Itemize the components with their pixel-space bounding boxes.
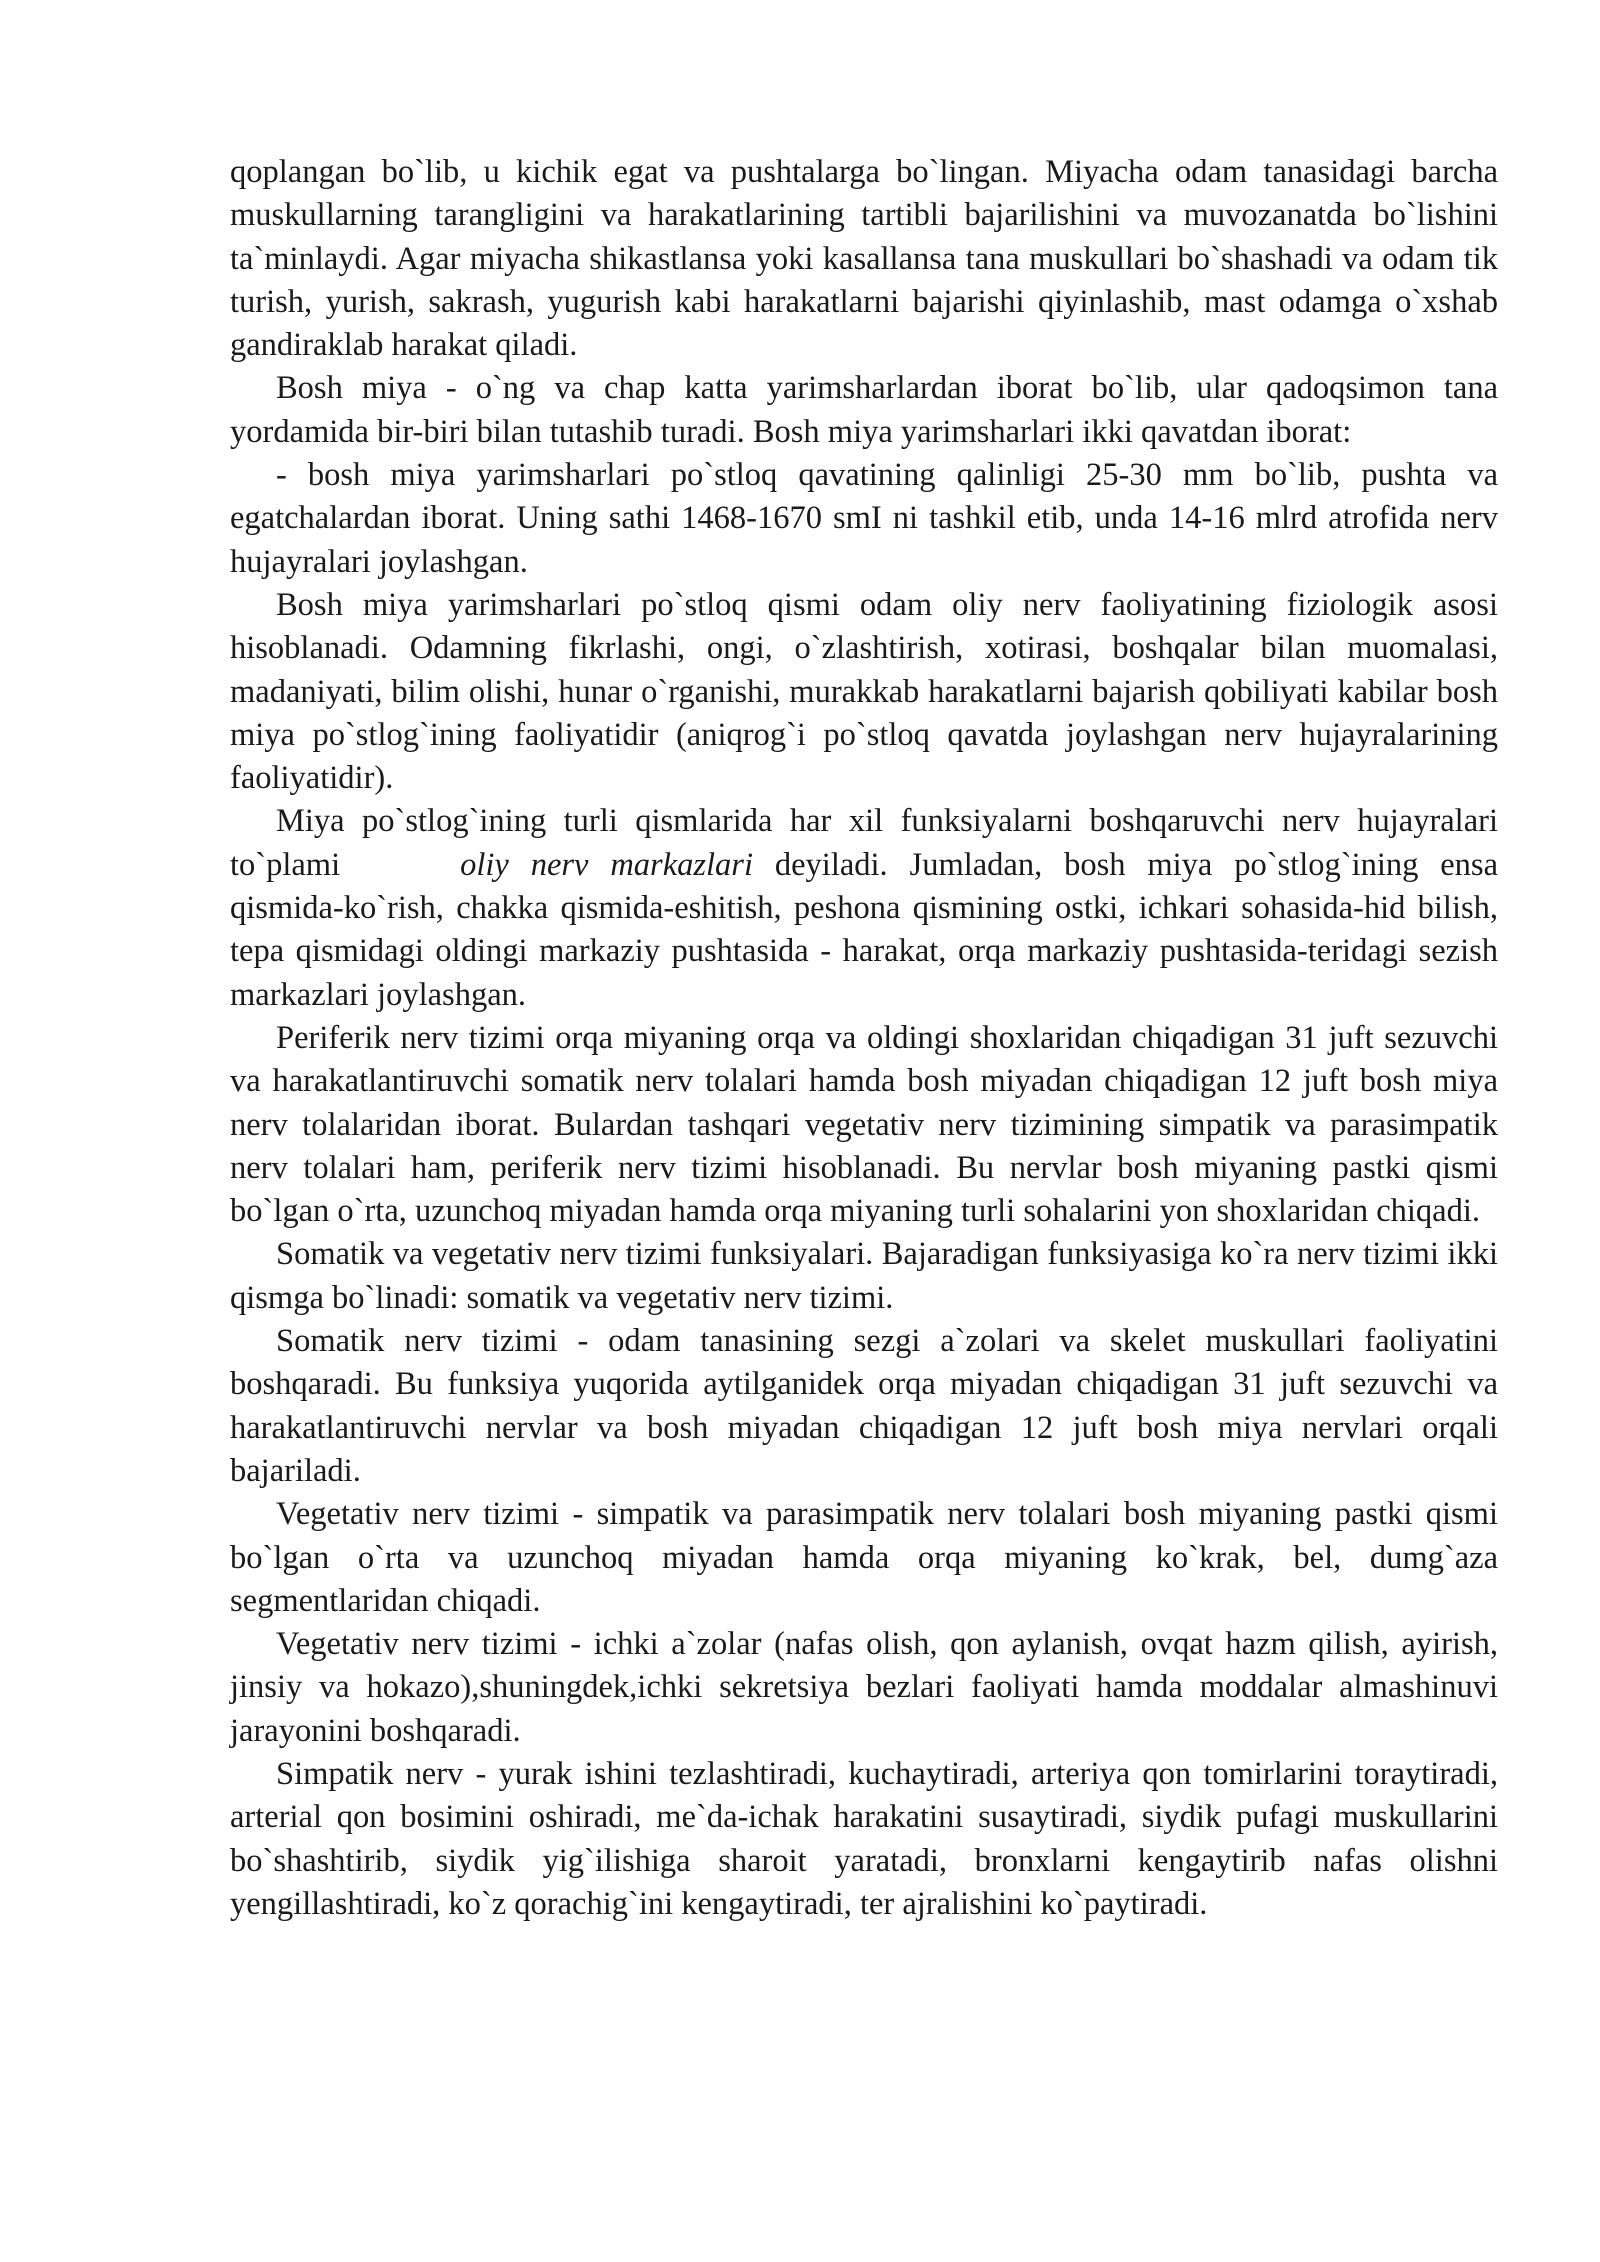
paragraph-7: Somatik va vegetativ nerv tizimi funksiyalari. Bajaradigan funksiyasiga ko`ra nerv tizimi ikki qismga bo`linadi: somatik va vegetativ nerv tizimi. [230, 1236, 1498, 1316]
paragraph-9: Vegetativ nerv tizimi - simpatik va parasimpatik nerv tolalari bosh miyaning pastki qismi bo`lgan o`rta va uzunchoq miyadan hamda orqa miyaning ko`krak, bel, dumg`aza segmentlaridan chiqadi. [230, 1496, 1498, 1619]
document-page [230, 151, 1498, 1926]
paragraph-2: Bosh miya - o`ng va chap katta yarimsharlardan iborat bo`lib, ular qadoqsimon tana yordamida bir-biri bilan tutashib turadi. Bosh miya yarimsharlari ikki qavatdan iborat: [230, 370, 1498, 450]
paragraph-10: Vegetativ nerv tizimi - ichki a`zolar (nafas olish, qon aylanish, ovqat hazm qilish, ayirish, jinsiy va hokazo),shuningdek,ichki sekretsiya bezlari faoliyati hamda moddalar almashinuvi jarayonini boshqaradi. [230, 1626, 1498, 1749]
paragraph-5-italic-term: oliy nerv markazlari [460, 846, 753, 883]
paragraph-5 [230, 800, 1498, 1016]
paragraph-5-text-after: deyiladi. Jumladan, bosh miya po`stlog`ining ensa qismida-ko`rish, chakka qismida-eshitish, peshona qismining ostki, ichkari sohasida-hid bilish, tepa qismidagi oldingi markaziy pushtasida - harakat, orqa markaziy pushtasida-teridagi sezish markazlari joylashgan. [230, 846, 1498, 1013]
paragraph-1: qoplangan bo`lib, u kichik egat va pushtalarga bo`lingan. Miyacha odam tanasidagi barcha muskullarning tarangligini va harakatlarining tartibli bajarilishini va muvozanatda bo`lishini ta`minlaydi. Agar miyacha shikastlansa yoki kasallansa tana muskullari bo`shashadi va odam tik turish, yurish, sakrash, yugurish kabi harakatlarni bajarishi qiyinlashib, mast odamga o`xshab gandiraklab harakat qiladi. [230, 154, 1498, 364]
paragraph-5-text-before: Miya po`stlog`ining turli qismlarida har xil funksiyalarni boshqaruvchi nerv hujayralari to`plami [230, 803, 1498, 883]
paragraph-4: Bosh miya yarimsharlari po`stloq qismi odam oliy nerv faoliyatining fiziologik asosi hisoblanadi. Odamning fikrlashi, ongi, o`zlashtirish, xotirasi, boshqalar bilan muomalasi, madaniyati, bilim olishi, hunar o`rganishi, murakkab harakatlarni bajarish qobiliyati kabilar bosh miya po`stlog`ining faoliyatidir (aniqrog`i po`stloq qavatda joylashgan nerv hujayralarining faoliyatidir). [230, 586, 1498, 797]
paragraph-3: - bosh miya yarimsharlari po`stloq qavatining qalinligi 25-30 mm bo`lib, pushta va egatchalardan iborat. Uning sathi 1468-1670 smI ni tashkil etib, unda 14-16 mlrd atrofida nerv hujayralari joylashgan. [230, 457, 1498, 580]
paragraph-11: Simpatik nerv - yurak ishini tezlashtiradi, kuchaytiradi, arteriya qon tomirlarini toraytiradi, arterial qon bosimini oshiradi, me`da-ichak harakatini susaytiradi, siydik pufagi muskullarini bo`shashtirib, siydik yig`ilishiga sharoit yaratadi, bronxlarni kengaytirib nafas olishni yengillashtiradi, ko`z qorachig`ini kengaytiradi, ter ajralishini ko`paytiradi. [230, 1755, 1498, 1922]
paragraph-8: Somatik nerv tizimi - odam tanasining sezgi a`zolari va skelet muskullari faoliyatini boshqaradi. Bu funksiya yuqorida aytilganidek orqa miyadan chiqadigan 31 juft sezuvchi va harakatlantiruvchi nervlar va bosh miyadan chiqadigan 12 juft bosh miya nervlari orqali bajariladi. [230, 1323, 1498, 1489]
paragraph-6: Periferik nerv tizimi orqa miyaning orqa va oldingi shoxlaridan chiqadigan 31 juft sezuvchi va harakatlantiruvchi somatik nerv tolalari hamda bosh miyadan chiqadigan 12 juft bosh miya nerv tolalaridan iborat. Bulardan tashqari vegetativ nerv tizimining simpatik va parasimpatik nerv tolalari ham, periferik nerv tizimi hisoblanadi. Bu nervlar bosh miyaning pastki qismi bo`lgan o`rta, uzunchoq miyadan hamda orqa miyaning turli sohalarini yon shoxlaridan chiqadi. [230, 1019, 1498, 1230]
